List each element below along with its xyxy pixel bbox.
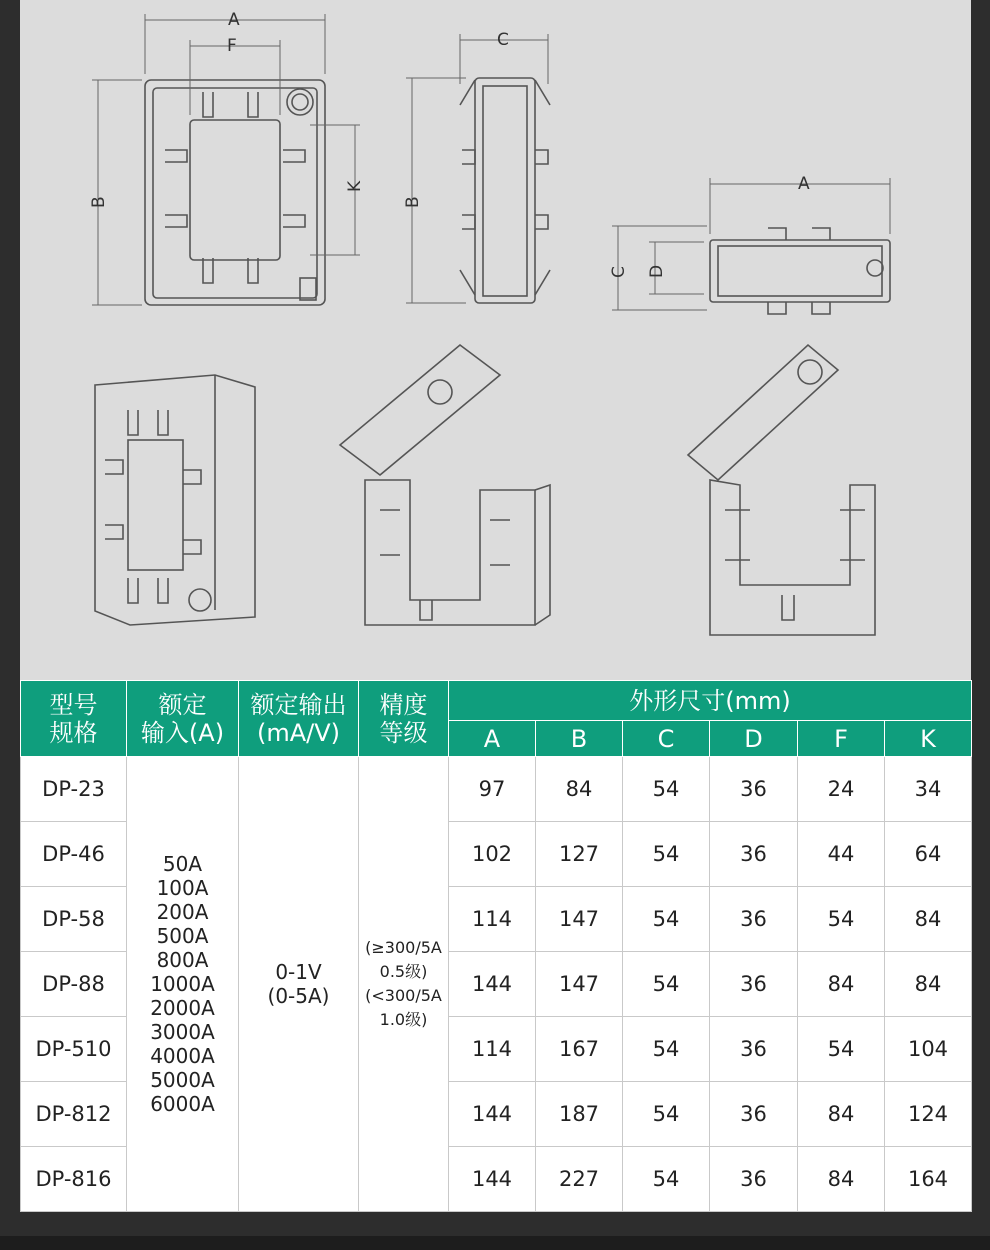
cell-model: DP-23 [21, 757, 127, 822]
cell-b: 167 [536, 1017, 623, 1082]
technical-drawings [20, 0, 971, 680]
table-row [21, 757, 972, 822]
header-model-line1: 型号 [49, 690, 98, 719]
dim-label-a-front: A [228, 10, 240, 30]
cell-c: 54 [623, 952, 710, 1017]
dim-label-k: K [345, 180, 365, 192]
header-accuracy [359, 681, 449, 757]
cell-b: 147 [536, 887, 623, 952]
header-dim-b: B [536, 721, 623, 757]
cell-c: 54 [623, 1082, 710, 1147]
cell-f: 84 [798, 1082, 885, 1147]
cell-k: 64 [885, 822, 972, 887]
rated-output-value: 0-1V [275, 960, 322, 984]
rated-input-value: 5000A [150, 1068, 215, 1092]
cell-a: 144 [449, 1082, 536, 1147]
front-view-drawing [145, 80, 325, 305]
product-sheet [20, 0, 971, 1210]
header-rated-output-line1: 额定输出 [250, 690, 347, 719]
rated-output-value: (0-5A) [267, 984, 330, 1008]
cell-model: DP-510 [21, 1017, 127, 1082]
rated-input-value: 500A [156, 924, 209, 948]
cell-k: 164 [885, 1147, 972, 1212]
cell-b: 84 [536, 757, 623, 822]
cell-f: 24 [798, 757, 885, 822]
accuracy-value: (<300/5A [365, 986, 442, 1005]
technical-drawing-panel [20, 0, 971, 680]
bottom-bar [0, 1236, 990, 1250]
dim-label-c-side: C [497, 30, 509, 50]
cell-a: 102 [449, 822, 536, 887]
cell-k: 104 [885, 1017, 972, 1082]
dim-label-d: D [647, 264, 667, 278]
header-dim-a: A [449, 721, 536, 757]
cell-b: 187 [536, 1082, 623, 1147]
cell-a: 144 [449, 952, 536, 1017]
side-view-drawing [460, 78, 550, 303]
rated-input-value: 200A [156, 900, 209, 924]
cell-c: 54 [623, 757, 710, 822]
accuracy-value: (≥300/5A [365, 938, 442, 957]
header-rated-input-line1: 额定 [158, 690, 207, 719]
accuracy-value: 1.0级) [379, 1010, 428, 1029]
dim-label-b-front: B [89, 196, 109, 208]
rated-input-value: 100A [156, 876, 209, 900]
rated-input-value: 50A [162, 852, 203, 876]
cell-d: 36 [710, 1017, 798, 1082]
iso-view-open-wire [688, 345, 875, 635]
rated-input-value: 1000A [150, 972, 215, 996]
cell-a: 97 [449, 757, 536, 822]
cell-d: 36 [710, 1147, 798, 1212]
iso-view-open [340, 345, 550, 625]
rated-input-value: 4000A [150, 1044, 215, 1068]
cell-c: 54 [623, 1017, 710, 1082]
header-accuracy-line1: 精度 [379, 690, 428, 719]
cell-f: 84 [798, 1147, 885, 1212]
cell-rated-input [127, 757, 239, 1212]
accuracy-value: 0.5级) [379, 962, 428, 981]
header-rated-input [127, 681, 239, 757]
cell-model: DP-816 [21, 1147, 127, 1212]
cell-d: 36 [710, 757, 798, 822]
rated-input-value: 6000A [150, 1092, 215, 1116]
cell-a: 144 [449, 1147, 536, 1212]
cell-d: 36 [710, 952, 798, 1017]
cell-f: 44 [798, 822, 885, 887]
header-rated-output [239, 681, 359, 757]
header-rated-output-line2: (mA/V) [256, 718, 341, 747]
dim-label-c-top: C [609, 266, 629, 278]
cell-a: 114 [449, 887, 536, 952]
header-rated-input-line2: 输入(A) [140, 718, 225, 747]
cell-b: 227 [536, 1147, 623, 1212]
top-view-dimensions [612, 178, 890, 310]
dim-label-a-top: A [798, 174, 810, 194]
cell-d: 36 [710, 887, 798, 952]
rated-input-value: 3000A [150, 1020, 215, 1044]
cell-b: 147 [536, 952, 623, 1017]
rated-input-value: 2000A [150, 996, 215, 1020]
cell-d: 36 [710, 1082, 798, 1147]
cell-b: 127 [536, 822, 623, 887]
cell-k: 84 [885, 887, 972, 952]
header-model-line2: 规格 [49, 718, 98, 747]
header-dimensions: 外形尺寸(mm) [449, 681, 972, 721]
header-dim-d: D [710, 721, 798, 757]
cell-c: 54 [623, 887, 710, 952]
iso-view-closed [95, 375, 255, 625]
rated-input-value: 800A [156, 948, 209, 972]
cell-d: 36 [710, 822, 798, 887]
cell-c: 54 [623, 822, 710, 887]
header-dim-k: K [885, 721, 972, 757]
cell-k: 34 [885, 757, 972, 822]
header-dim-f: F [798, 721, 885, 757]
cell-rated-output [239, 757, 359, 1212]
header-dim-c: C [623, 721, 710, 757]
dim-label-f: F [227, 36, 237, 56]
cell-c: 54 [623, 1147, 710, 1212]
front-view-dimensions [92, 14, 360, 305]
cell-f: 84 [798, 952, 885, 1017]
cell-k: 124 [885, 1082, 972, 1147]
cell-model: DP-58 [21, 887, 127, 952]
cell-model: DP-46 [21, 822, 127, 887]
spec-table [20, 680, 972, 1212]
cell-f: 54 [798, 887, 885, 952]
header-model [21, 681, 127, 757]
cell-k: 84 [885, 952, 972, 1017]
cell-model: DP-88 [21, 952, 127, 1017]
cell-a: 114 [449, 1017, 536, 1082]
cell-accuracy [359, 757, 449, 1212]
cell-f: 54 [798, 1017, 885, 1082]
dim-label-b-side: B [403, 196, 423, 208]
header-accuracy-line2: 等级 [379, 718, 428, 747]
cell-model: DP-812 [21, 1082, 127, 1147]
top-view-drawing [710, 228, 890, 314]
